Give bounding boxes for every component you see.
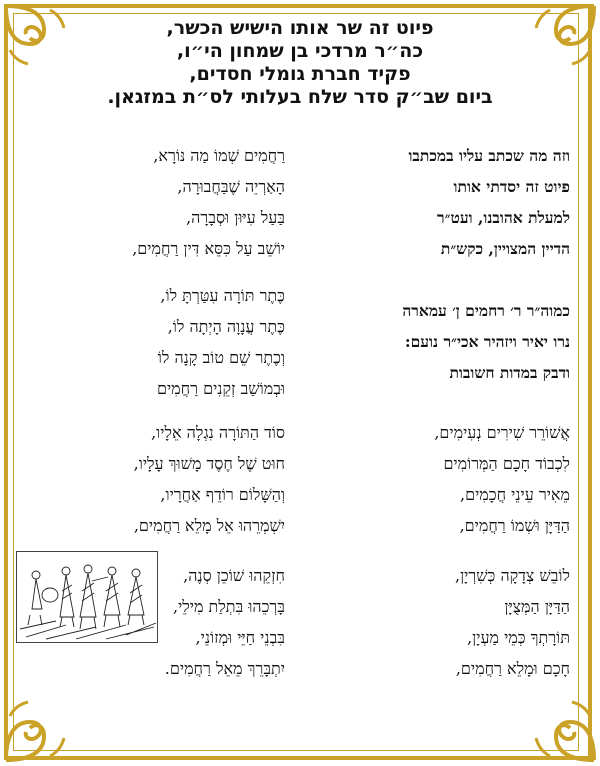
header-line: כה״ר מרדכי בן שמחון הי״ו, xyxy=(176,40,424,62)
stanza-2-left xyxy=(157,280,285,404)
intro-line: וזה מה שכתב עליו במכתבו xyxy=(408,146,570,165)
intro-line xyxy=(402,264,570,295)
poem-line: לִכְבוֹד חָכָם הַמְּרוֹמִים xyxy=(443,454,570,473)
poem-line: סוֹד הַתּוֹרָה נִגְלָה אֵלָיו, xyxy=(151,423,285,442)
poem-line: בַּעַל עִיּוּן וּסְבָרָה, xyxy=(186,208,285,227)
corner-ornament-bottom-right xyxy=(530,696,600,766)
poem-line: וְהַשָּׁלוֹם רוֹדֵף אַחֲרָיו, xyxy=(160,485,285,504)
poem-line: הָאַרְיֵה שֶׁבַּחֲבוּרָה, xyxy=(177,177,285,196)
header-line: פיוט זה שר אותו הישיש הכשר, xyxy=(166,17,434,39)
poem-line: כֶּתֶר עֲנָוָה הָיְתָה לוֹ, xyxy=(167,317,285,336)
poem-line: תּוֹרָתְךָ כְּמֵי מַעְיָן, xyxy=(467,628,570,647)
intro-line: למעלת אהובנו, ועט״ר xyxy=(436,208,570,227)
poem-line: הַדַּיָּן וּשְׁמוֹ רַחֲמִים, xyxy=(459,516,570,535)
poem-line: חִזְקֵהוּ שׁוֹכֵן סְנֶה, xyxy=(183,566,285,585)
poem-line: חוּט שֶׁל חֶסֶד מָשׁוּךְ עָלָיו, xyxy=(133,454,285,473)
poem-line: בָּרְכֵהוּ בִּתְלַת מִילֵי, xyxy=(172,597,285,616)
stanza-3-right xyxy=(434,417,570,541)
header-line: פקיד חברת גומלי חסדים, xyxy=(189,63,411,85)
stanza-4-right xyxy=(455,560,570,684)
poem-line: יוֹשֵׁב עַל כִּסֵּא דִּין רַחֲמִים, xyxy=(132,239,285,258)
poem-line: הַדַּיָּן הַמְּצֻיָּן xyxy=(504,597,570,616)
poem-line: וְכֶתֶר שֵׁם טוֹב קָנָה לוֹ xyxy=(157,348,285,367)
poem-line: בִּבְנֵי חַיֵּי וּמְזוֹנֵי, xyxy=(195,628,285,647)
stanza-1-left xyxy=(132,140,285,264)
poem-line: יִתְבָּרֵךְ מֵאֵל רַחֲמִים. xyxy=(164,659,285,678)
header-line: ביום שב״ק סדר שלח בעלותי לס״ת במזגאן. xyxy=(107,86,493,108)
intro-line: ודבק במדות חשובות xyxy=(449,363,570,382)
poem-line: יִשְׁמְרֵהוּ אֵל מָלֵא רַחֲמִים, xyxy=(133,516,285,535)
poem-line: רַחֲמִים שְׁמוֹ מַה נּוֹרָא, xyxy=(153,146,285,165)
poem-line: לוֹבֵשׁ צְדָקָה כְּשִׁרְיָן, xyxy=(455,566,570,585)
intro-line: נרו יאיר ויזהיר אכי״ר נועם: xyxy=(404,332,570,351)
poem-line: מֵאִיר עֵינֵי חֲכָמִים, xyxy=(460,485,570,504)
intro-right-column xyxy=(402,140,570,388)
poem-line: וּבְמוֹשַׁב זְקֵנִים רַחֲמִים xyxy=(157,379,285,398)
intro-line: הדיין המצויין, כקש״ת xyxy=(440,239,570,258)
stanza-4-left xyxy=(165,560,285,684)
musicians-illustration xyxy=(16,551,158,643)
intro-line: כמוה״ר ר׳ רחמים ן׳ עמארה xyxy=(402,301,570,320)
header-block xyxy=(40,17,560,109)
stanza-3-left xyxy=(134,417,285,541)
poem-line: כֶּתֶר תּוֹרָה עִטַּרְתָּ לוֹ, xyxy=(160,286,285,305)
intro-line: פיוט זה יסדתי אותו xyxy=(453,177,570,196)
poem-line: אֲשׁוֹרֵר שִׁירִים נְעִימִים, xyxy=(434,423,570,442)
poem-line: חָכָם וּמָלֵא רַחֲמִים, xyxy=(455,659,570,678)
corner-ornament-bottom-left xyxy=(0,696,70,766)
